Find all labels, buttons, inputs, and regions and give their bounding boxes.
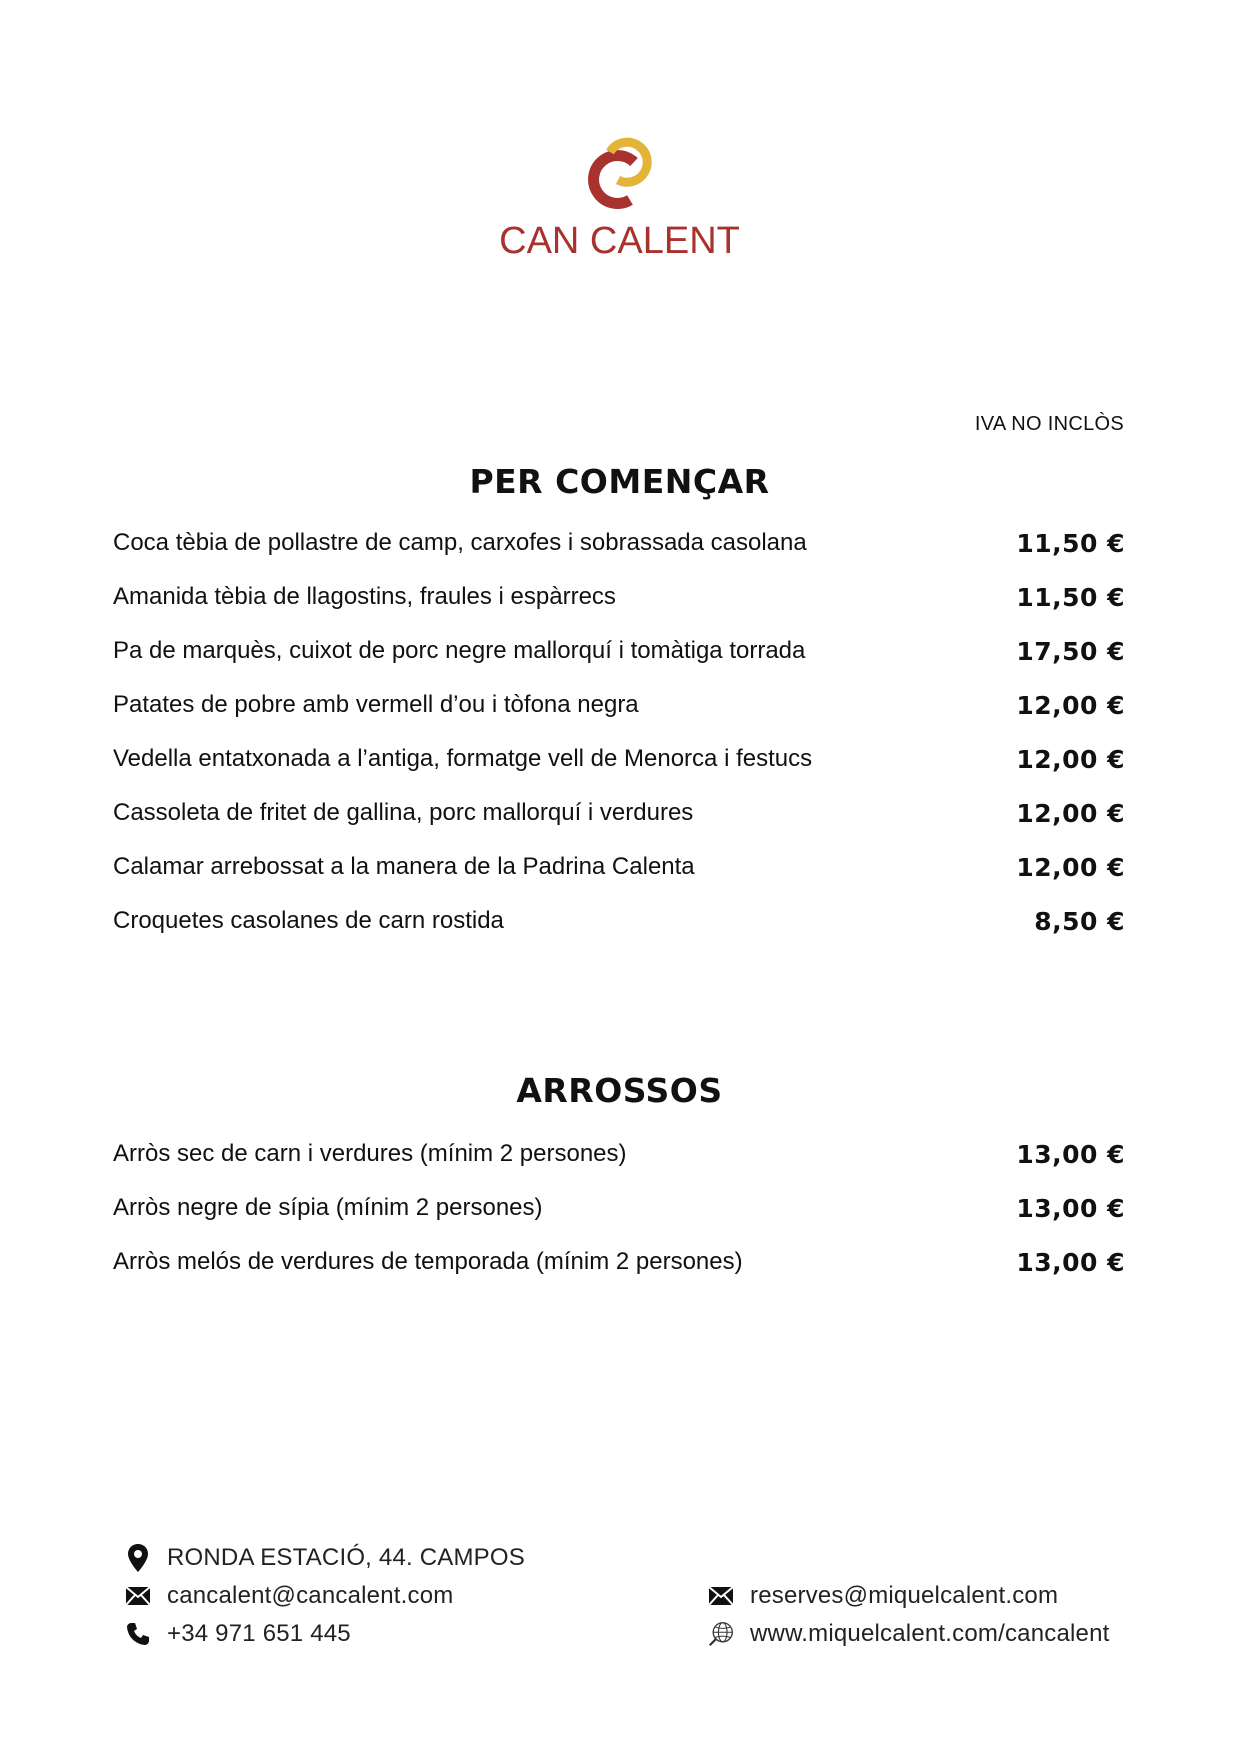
- dish-price: 12,00 €: [1016, 744, 1125, 774]
- envelope-icon: [708, 1583, 734, 1609]
- address-text: RONDA ESTACIÓ, 44. CAMPOS: [167, 1544, 525, 1571]
- globe-icon: [708, 1621, 734, 1647]
- dish-name: Cassoleta de fritet de gallina, porc mallorquí i verdures: [113, 799, 694, 826]
- footer-address: [125, 1539, 525, 1577]
- email-link[interactable]: cancalent@cancalent.com: [167, 1582, 454, 1609]
- menu-item: [113, 570, 1125, 624]
- dish-name: Calamar arrebossat a la manera de la Padrina Calenta: [113, 853, 695, 880]
- dish-name: Amanida tèbia de llagostins, fraules i espàrrecs: [113, 583, 616, 610]
- phone-number[interactable]: +34 971 651 445: [167, 1620, 351, 1647]
- menu-item: [113, 840, 1125, 894]
- menu-list-per-comencar: [113, 516, 1125, 948]
- dish-name: Arròs sec de carn i verdures (mínim 2 persones): [113, 1140, 627, 1167]
- envelope-icon: [125, 1583, 151, 1609]
- dish-price: 13,00 €: [1016, 1247, 1125, 1277]
- tax-note: IVA NO INCLÒS: [974, 413, 1124, 435]
- menu-item: [113, 516, 1125, 570]
- menu-item: [113, 732, 1125, 786]
- menu-item: [113, 786, 1125, 840]
- dish-price: 13,00 €: [1016, 1139, 1125, 1169]
- menu-item: [113, 1181, 1125, 1235]
- dish-name: Coca tèbia de pollastre de camp, carxofes i sobrassada casolana: [113, 529, 807, 556]
- brand-name: CAN CALENT: [499, 220, 740, 262]
- dish-price: 11,50 €: [1016, 582, 1125, 612]
- footer-website[interactable]: [708, 1615, 1110, 1653]
- dish-price: 13,00 €: [1016, 1193, 1125, 1223]
- dish-name: Arròs melós de verdures de temporada (mínim 2 persones): [113, 1248, 743, 1275]
- dish-price: 12,00 €: [1016, 852, 1125, 882]
- menu-list-arrossos: [113, 1127, 1125, 1289]
- menu-item: [113, 894, 1125, 948]
- dish-price: 8,50 €: [1034, 906, 1125, 936]
- location-pin-icon: [125, 1545, 151, 1571]
- footer-contact-right: [708, 1577, 1110, 1653]
- phone-icon: [125, 1621, 151, 1647]
- menu-item: [113, 1127, 1125, 1181]
- section-title-arrossos: ARROSSOS: [516, 1071, 723, 1110]
- dish-name: Pa de marquès, cuixot de porc negre mallorquí i tomàtiga torrada: [113, 637, 806, 664]
- reservations-email-link[interactable]: reserves@miquelcalent.com: [750, 1582, 1059, 1609]
- menu-item: [113, 678, 1125, 732]
- dish-name: Vedella entatxonada a l’antiga, formatge vell de Menorca i festucs: [113, 745, 813, 772]
- website-link[interactable]: www.miquelcalent.com/cancalent: [750, 1620, 1110, 1647]
- dish-price: 12,00 €: [1016, 690, 1125, 720]
- brand-logo: [0, 122, 1239, 263]
- menu-item: [113, 624, 1125, 678]
- dish-name: Croquetes casolanes de carn rostida: [113, 907, 504, 934]
- dish-price: 12,00 €: [1016, 798, 1125, 828]
- footer-email[interactable]: [125, 1577, 525, 1615]
- dish-price: 17,50 €: [1016, 636, 1125, 666]
- section-title-per-comencar: PER COMENÇAR: [469, 462, 770, 501]
- footer-phone[interactable]: [125, 1615, 525, 1653]
- footer-reservations[interactable]: [708, 1577, 1110, 1615]
- can-calent-logo-icon: [580, 122, 660, 214]
- dish-name: Patates de pobre amb vermell d’ou i tòfona negra: [113, 691, 639, 718]
- dish-price: 11,50 €: [1016, 528, 1125, 558]
- footer-contact-left: [125, 1539, 525, 1653]
- menu-item: [113, 1235, 1125, 1289]
- dish-name: Arròs negre de sípia (mínim 2 persones): [113, 1194, 543, 1221]
